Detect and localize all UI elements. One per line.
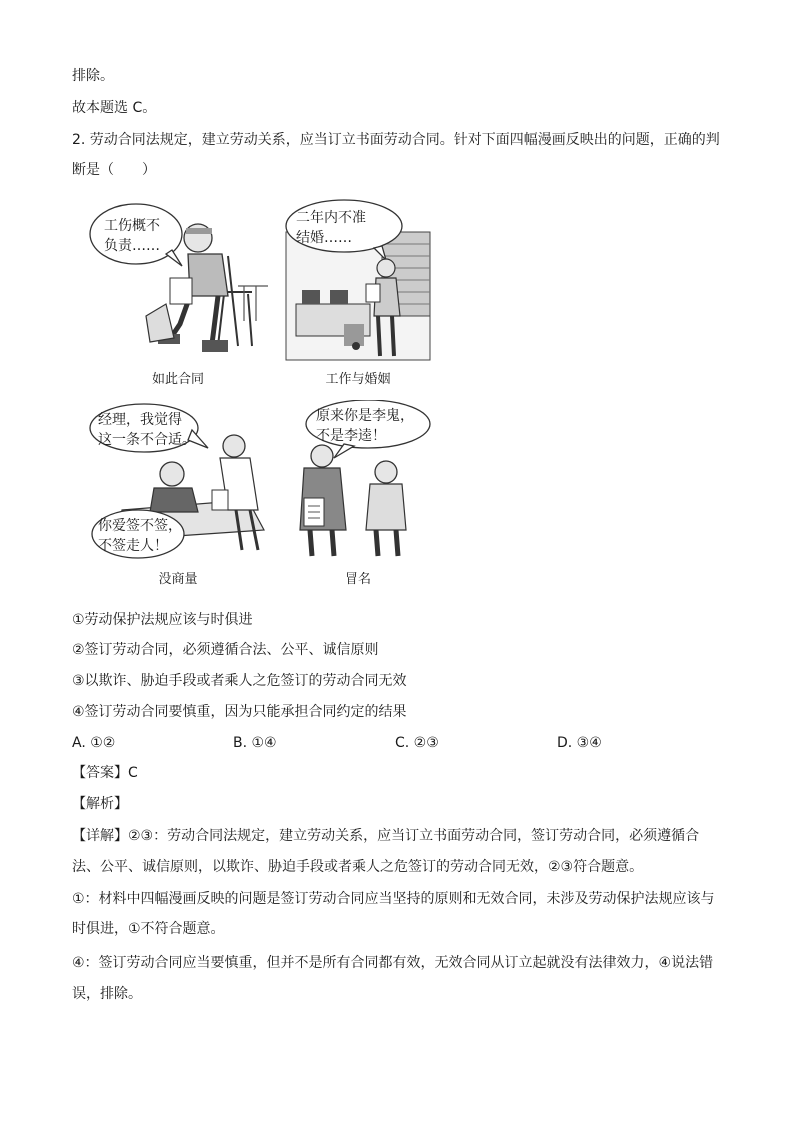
comic-panel-work-marriage bbox=[282, 196, 434, 387]
bubble-line-1: 原来你是李鬼， bbox=[316, 408, 414, 424]
statement-1: ①劳动保护法规应该与时俱进 bbox=[72, 612, 253, 628]
bubble-line-1: 工伤概不 bbox=[104, 218, 160, 234]
comic-panel-contract bbox=[88, 196, 268, 387]
answer-label: 【答案】 bbox=[72, 765, 128, 781]
analysis-label: 【解析】 bbox=[72, 796, 128, 812]
option-a: A. ①② bbox=[72, 735, 116, 751]
comic-caption-2: 工作与婚姻 bbox=[325, 372, 391, 387]
statement-2: ②签订劳动合同，必须遵循合法、公平、诚信原则 bbox=[72, 642, 379, 658]
bubble-line-1: 二年内不准 bbox=[296, 210, 366, 226]
question-stem-line-2: 断是（ ） bbox=[72, 162, 156, 178]
comic-panel-no-negotiation bbox=[88, 400, 268, 587]
analysis-point1-line-2: 时俱进，①不符合题意。 bbox=[72, 921, 225, 937]
analysis-point4-line-1: ④：签订劳动合同应当要慎重，但并不是所有合同都有效，无效合同从订立起就没有法律效力，④说法错 bbox=[72, 955, 714, 971]
answer-line bbox=[72, 763, 138, 783]
comic-illustration-manager bbox=[88, 400, 268, 560]
bubble-line-2: 不是李逵！ bbox=[316, 428, 386, 444]
comic-panel-impostor bbox=[282, 400, 434, 587]
analysis-point4-line-2: 误，排除。 bbox=[72, 986, 142, 1002]
comic-caption-1: 如此合同 bbox=[151, 372, 204, 387]
analysis-point1-line-1: ①：材料中四幅漫画反映的问题是签订劳动合同应当坚持的原则和无效合同，未涉及劳动保护法规应该与 bbox=[72, 891, 715, 907]
bubble-line-2: 结婚…… bbox=[296, 230, 352, 246]
comic-illustration-injured-worker bbox=[88, 196, 268, 364]
comic-caption-4: 冒名 bbox=[344, 572, 371, 587]
option-d: D. ③④ bbox=[557, 735, 602, 751]
bubble-bottom-line-1: 你爱签不签， bbox=[98, 518, 182, 534]
answer-value: C bbox=[128, 765, 138, 781]
intro-line-2: 故本题选 C。 bbox=[72, 100, 157, 116]
analysis-detail-line-2: 法、公平、诚信原则，以欺诈、胁迫手段或者乘人之危签订的劳动合同无效，②③符合题意。 bbox=[72, 859, 644, 875]
question-stem-line-1: 2. 劳动合同法规定，建立劳动关系，应当订立书面劳动合同。针对下面四幅漫画反映出的问题，正确的判 bbox=[72, 132, 720, 148]
comic-illustration-office bbox=[282, 196, 434, 364]
statement-4: ④签订劳动合同要慎重，因为只能承担合同约定的结果 bbox=[72, 704, 407, 720]
bubble-line-2: 负责…… bbox=[104, 238, 160, 254]
comic-illustration-impostor bbox=[282, 400, 434, 560]
bubble-top-line-1: 经理，我觉得 bbox=[98, 412, 182, 428]
bubble-top-line-2: 这一条不合适。 bbox=[98, 432, 196, 448]
option-c: C. ②③ bbox=[395, 735, 439, 751]
intro-line-1: 排除。 bbox=[72, 68, 114, 84]
bubble-bottom-line-2: 不签走人！ bbox=[98, 538, 168, 554]
statement-3: ③以欺诈、胁迫手段或者乘人之危签订的劳动合同无效 bbox=[72, 673, 407, 689]
analysis-detail-line-1: 【详解】②③：劳动合同法规定，建立劳动关系，应当订立书面劳动合同，签订劳动合同，必须遵循合 bbox=[72, 828, 700, 844]
comic-caption-3: 没商量 bbox=[158, 572, 198, 587]
option-b: B. ①④ bbox=[233, 735, 277, 751]
